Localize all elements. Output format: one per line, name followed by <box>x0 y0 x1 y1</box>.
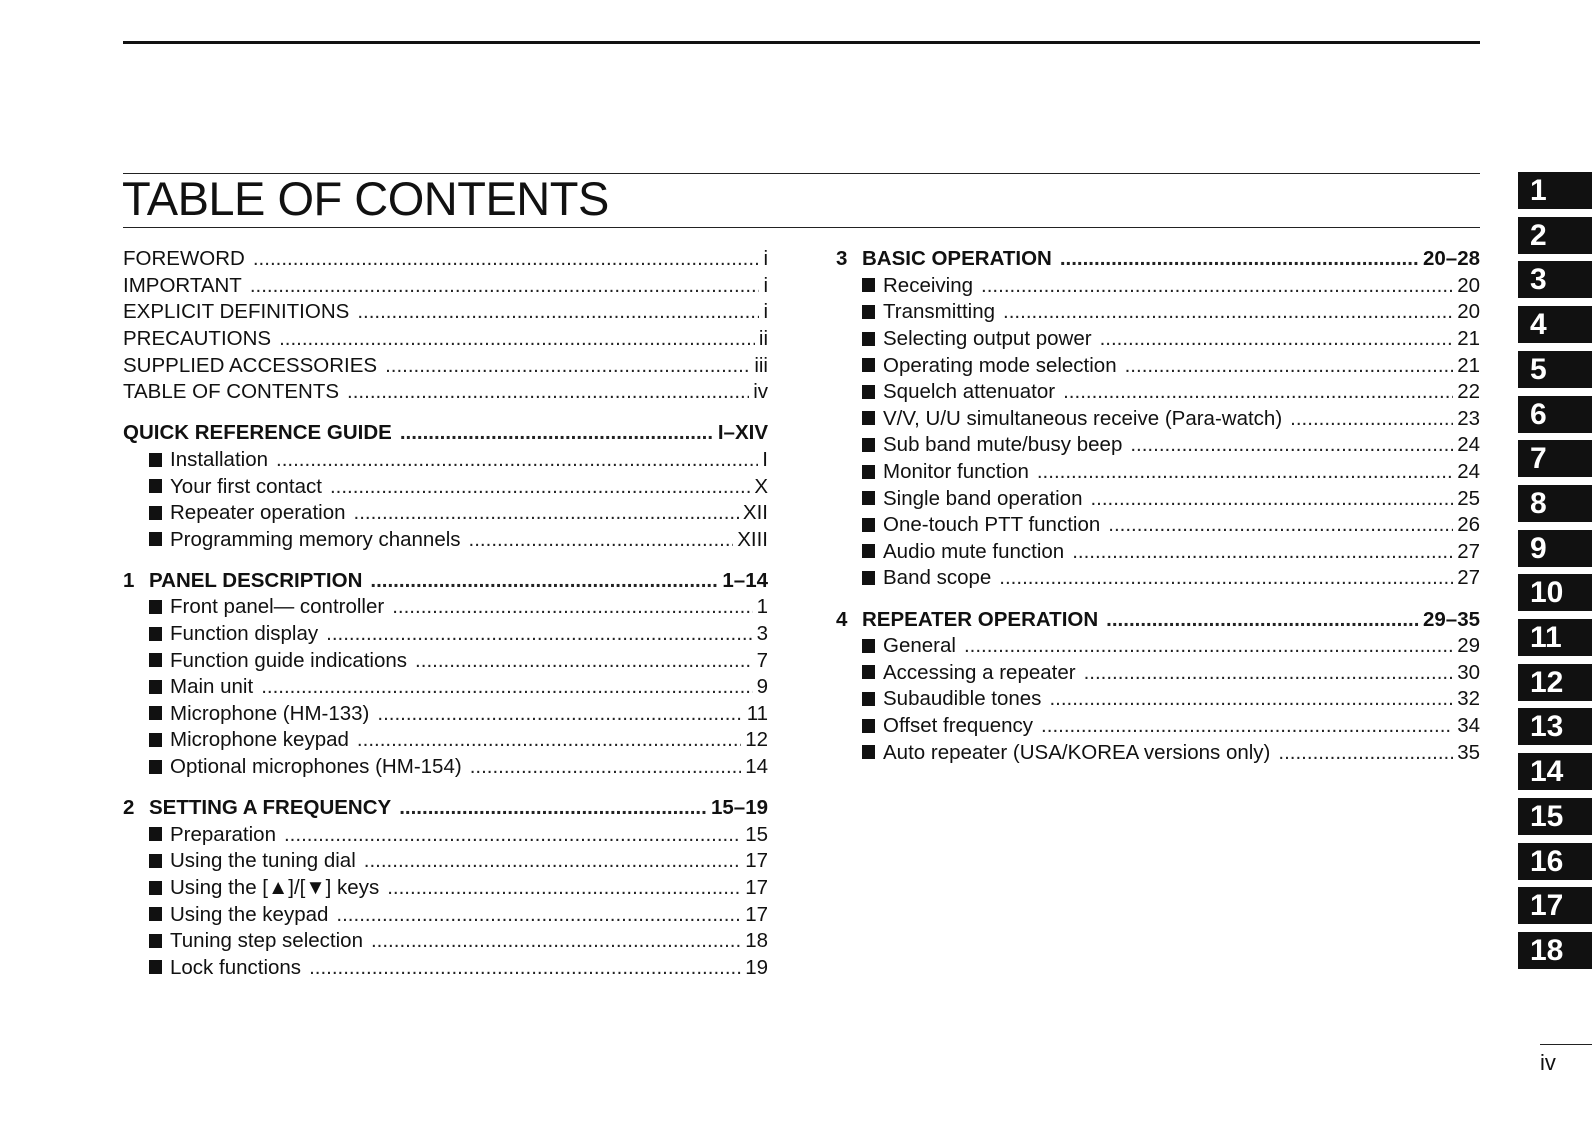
square-bullet-icon <box>862 692 875 706</box>
toc-page-ref: 24 <box>1457 433 1480 457</box>
square-bullet-icon <box>862 491 875 505</box>
toc-entry-label: Receiving <box>883 273 974 297</box>
dot-leader <box>364 849 741 873</box>
toc-item[interactable] <box>123 674 768 701</box>
dot-leader <box>309 956 741 980</box>
dot-leader <box>1106 608 1419 632</box>
dot-leader <box>470 755 742 779</box>
dot-leader <box>326 622 752 646</box>
toc-page-ref: 17 <box>745 875 768 899</box>
toc-page-ref: 17 <box>745 902 768 926</box>
toc-page-ref: 20 <box>1457 273 1480 297</box>
toc-entry-label: Band scope <box>883 566 992 590</box>
chapter-tab[interactable]: 6 <box>1518 396 1592 433</box>
toc-page-ref: iii <box>754 353 768 377</box>
dot-leader <box>261 675 752 699</box>
toc-entry-label: Preparation <box>170 822 276 846</box>
toc-page-ref: 3 <box>756 622 768 646</box>
square-bullet-icon <box>149 706 162 720</box>
toc-entry-label: Your ﬁrst contact <box>170 474 322 498</box>
dot-leader <box>1049 687 1453 711</box>
toc-entry-label: Microphone (HM-133) <box>170 701 370 725</box>
toc-entry-label: PANEL DESCRIPTION <box>149 568 363 592</box>
chapter-tab[interactable]: 3 <box>1518 261 1592 298</box>
square-bullet-icon <box>862 544 875 558</box>
toc-heading[interactable] <box>123 299 768 326</box>
toc-page-ref: i <box>763 247 768 271</box>
dot-leader <box>1108 513 1453 537</box>
square-bullet-icon <box>862 385 875 399</box>
toc-item[interactable] <box>123 822 768 849</box>
toc-item[interactable] <box>123 754 768 781</box>
toc-entry-label: Selecting output power <box>883 327 1092 351</box>
toc-heading[interactable] <box>123 568 768 595</box>
toc-heading[interactable] <box>123 420 768 447</box>
chapter-tab[interactable]: 1 <box>1518 172 1592 209</box>
toc-item[interactable] <box>123 647 768 674</box>
toc-page-ref: 18 <box>745 929 768 953</box>
toc-entry-label: V/V, U/U simultaneous receive (Para-watch) <box>883 406 1283 430</box>
toc-entry-label: Subaudible tones <box>883 687 1042 711</box>
square-bullet-icon <box>862 305 875 319</box>
toc-heading[interactable] <box>123 379 768 406</box>
toc-entry-label: SUPPLIED ACCESSORIES <box>123 353 378 377</box>
chapter-number: 1 <box>123 568 135 592</box>
toc-item[interactable] <box>123 901 768 928</box>
dot-leader <box>371 929 741 953</box>
square-bullet-icon <box>149 532 162 546</box>
dot-leader <box>399 796 707 820</box>
square-bullet-icon <box>149 453 162 467</box>
toc-entry-label: One-touch PTT function <box>883 513 1101 537</box>
toc-item[interactable] <box>836 485 1480 512</box>
toc-entry-label: Front panel— controller <box>170 595 385 619</box>
dot-leader <box>1003 300 1453 324</box>
dot-leader <box>284 823 741 847</box>
chapter-tab[interactable]: 17 <box>1518 887 1592 924</box>
chapter-number: 2 <box>123 796 135 820</box>
dot-leader <box>377 702 742 726</box>
toc-heading[interactable] <box>836 606 1480 633</box>
toc-item[interactable] <box>123 594 768 621</box>
toc-entry-label: Offset frequency <box>883 713 1034 737</box>
toc-page-ref: 34 <box>1457 713 1480 737</box>
square-bullet-icon <box>862 571 875 585</box>
toc-item[interactable] <box>836 739 1480 766</box>
toc-item[interactable] <box>836 352 1480 379</box>
toc-page-ref: 12 <box>745 728 768 752</box>
dot-leader <box>1037 460 1453 484</box>
toc-entry-label: PRECAUTIONS <box>123 327 272 351</box>
toc-page-ref: I–XIV <box>717 421 768 445</box>
toc-entry-label: EXPLICIT DEFINITIONS <box>123 300 350 324</box>
toc-entry-label: Using the [▲]/[▼] keys <box>170 875 380 899</box>
toc-item[interactable] <box>123 473 768 500</box>
dot-leader <box>1084 661 1454 685</box>
toc-page-ref: 21 <box>1457 353 1480 377</box>
dot-leader <box>253 247 760 271</box>
dot-leader <box>1090 487 1453 511</box>
dot-leader <box>330 475 750 499</box>
toc-page-ref: 30 <box>1457 660 1480 684</box>
square-bullet-icon <box>149 479 162 493</box>
toc-heading[interactable] <box>123 246 768 273</box>
square-bullet-icon <box>862 665 875 679</box>
chapter-tab[interactable]: 18 <box>1518 932 1592 969</box>
toc-entry-label: Transmitting <box>883 300 996 324</box>
chapter-tab[interactable]: 14 <box>1518 753 1592 790</box>
toc-entry-label: IMPORTANT <box>123 273 242 297</box>
toc-item[interactable] <box>836 633 1480 660</box>
toc-entry-label: REPEATER OPERATION <box>862 607 1099 631</box>
square-bullet-icon <box>149 733 162 747</box>
page-number: iv <box>1540 1050 1556 1075</box>
toc-entry-label: Squelch attenuator <box>883 380 1056 404</box>
toc-entry-label: Function guide indications <box>170 648 408 672</box>
dot-leader <box>347 380 749 404</box>
toc-page-ref: 27 <box>1457 566 1480 590</box>
toc-item[interactable] <box>836 273 1480 300</box>
toc-item[interactable] <box>123 928 768 955</box>
toc-page-ref: 23 <box>1457 406 1480 430</box>
chapter-tab[interactable]: 9 <box>1518 530 1592 567</box>
chapter-tab[interactable]: 13 <box>1518 708 1592 745</box>
toc-page-ref: i <box>763 273 768 297</box>
toc-entry-label: FOREWORD <box>123 247 245 271</box>
toc-entry-label: Main unit <box>170 675 254 699</box>
toc-entry-label: Using the tuning dial <box>170 849 356 873</box>
square-bullet-icon <box>862 745 875 759</box>
dot-leader <box>1063 380 1453 404</box>
square-bullet-icon <box>149 600 162 614</box>
chapter-tab[interactable]: 2 <box>1518 217 1592 254</box>
square-bullet-icon <box>149 506 162 520</box>
toc-entry-label: Operating mode selection <box>883 353 1117 377</box>
toc-item[interactable] <box>123 701 768 728</box>
chapter-tab[interactable]: 11 <box>1518 619 1592 656</box>
toc-page-ref: 21 <box>1457 327 1480 351</box>
toc-page-ref: 1–14 <box>722 568 768 592</box>
dot-leader <box>276 448 758 472</box>
toc-heading[interactable] <box>123 352 768 379</box>
toc-page-ref: 27 <box>1457 539 1480 563</box>
toc-item[interactable] <box>836 660 1480 687</box>
dot-leader <box>357 728 741 752</box>
square-bullet-icon <box>862 358 875 372</box>
toc-page-ref: 11 <box>746 701 768 725</box>
square-bullet-icon <box>149 760 162 774</box>
toc-entry-label: Monitor function <box>883 460 1029 484</box>
toc-page-ref: 29–35 <box>1422 607 1480 631</box>
chapter-number: 4 <box>836 607 848 631</box>
square-bullet-icon <box>862 278 875 292</box>
toc-page-ref: 20 <box>1457 300 1480 324</box>
square-bullet-icon <box>149 680 162 694</box>
toc-page-ref: 14 <box>745 755 768 779</box>
title-rule-bottom <box>123 227 1480 228</box>
toc-page-ref: 29 <box>1457 634 1480 658</box>
toc-item[interactable] <box>836 406 1480 433</box>
toc-page-ref: i <box>763 300 768 324</box>
dot-leader <box>999 566 1453 590</box>
chapter-tab[interactable]: 5 <box>1518 351 1592 388</box>
toc-heading[interactable] <box>123 326 768 353</box>
square-bullet-icon <box>862 639 875 653</box>
dot-leader <box>1072 540 1453 564</box>
dot-leader <box>387 876 741 900</box>
square-bullet-icon <box>862 518 875 532</box>
chapter-tab[interactable]: 7 <box>1518 440 1592 477</box>
dot-leader <box>1130 433 1453 457</box>
square-bullet-icon <box>149 854 162 868</box>
dot-leader <box>370 569 718 593</box>
toc-entry-label: Auto repeater (USA/KOREA versions only) <box>883 740 1271 764</box>
chapter-tab[interactable]: 8 <box>1518 485 1592 522</box>
toc-entry-label: Using the keypad <box>170 902 329 926</box>
toc-item[interactable] <box>836 686 1480 713</box>
dot-leader <box>964 634 1453 658</box>
toc-page-ref: 25 <box>1457 486 1480 510</box>
square-bullet-icon <box>149 881 162 895</box>
chapter-tab[interactable]: 16 <box>1518 843 1592 880</box>
toc-item[interactable] <box>836 379 1480 406</box>
toc-entry-label: BASIC OPERATION <box>862 247 1052 271</box>
toc-item[interactable] <box>836 299 1480 326</box>
toc-item[interactable] <box>123 727 768 754</box>
toc-page-ref: 17 <box>745 849 768 873</box>
square-bullet-icon <box>149 827 162 841</box>
toc-page-ref: 15–19 <box>710 796 768 820</box>
square-bullet-icon <box>862 719 875 733</box>
square-bullet-icon <box>149 653 162 667</box>
toc-heading[interactable] <box>836 246 1480 273</box>
chapter-tab[interactable]: 4 <box>1518 306 1592 343</box>
toc-item[interactable] <box>836 565 1480 592</box>
square-bullet-icon <box>149 934 162 948</box>
dot-leader <box>1060 247 1419 271</box>
toc-page-ref: 9 <box>756 675 768 699</box>
toc-item[interactable] <box>123 621 768 648</box>
square-bullet-icon <box>862 438 875 452</box>
toc-page-ref: XII <box>742 501 768 525</box>
dot-leader <box>392 595 752 619</box>
toc-page-ref: 20–28 <box>1422 247 1480 271</box>
toc-item[interactable] <box>836 326 1480 353</box>
toc-page-ref: ii <box>758 327 768 351</box>
toc-page-ref: 24 <box>1457 460 1480 484</box>
dot-leader <box>400 421 714 445</box>
square-bullet-icon <box>862 411 875 425</box>
toc-page-ref: 22 <box>1457 380 1480 404</box>
toc-item[interactable] <box>123 875 768 902</box>
toc-entry-label: Sub band mute/busy beep <box>883 433 1123 457</box>
toc-item[interactable] <box>836 432 1480 459</box>
square-bullet-icon <box>862 465 875 479</box>
toc-item[interactable] <box>836 539 1480 566</box>
square-bullet-icon <box>149 627 162 641</box>
toc-item[interactable] <box>123 500 768 527</box>
toc-entry-label: Single band operation <box>883 486 1083 510</box>
toc-item[interactable] <box>123 527 768 554</box>
toc-page-ref: 1 <box>756 595 768 619</box>
dot-leader <box>250 274 760 298</box>
toc-page-ref: iv <box>753 380 768 404</box>
toc-page-ref: 32 <box>1457 687 1480 711</box>
toc-item[interactable] <box>123 848 768 875</box>
toc-entry-label: QUICK REFERENCE GUIDE <box>123 421 392 445</box>
square-bullet-icon <box>149 907 162 921</box>
dot-leader <box>981 274 1453 298</box>
dot-leader <box>1290 407 1453 431</box>
toc-page-ref: 15 <box>745 822 768 846</box>
toc-entry-label: Optional microphones (HM-154) <box>170 755 462 779</box>
toc-page-ref: XIII <box>737 527 768 551</box>
dot-leader <box>469 528 734 552</box>
dot-leader <box>357 300 759 324</box>
chapter-tab[interactable]: 10 <box>1518 574 1592 611</box>
toc-page-ref: 35 <box>1457 740 1480 764</box>
toc-entry-label: Function display <box>170 622 319 646</box>
toc-entry-label: Repeater operation <box>170 501 346 525</box>
dot-leader <box>279 327 755 351</box>
page-title: TABLE OF CONTENTS <box>122 172 609 225</box>
toc-heading[interactable] <box>123 273 768 300</box>
chapter-number: 3 <box>836 247 848 271</box>
dot-leader <box>1278 741 1453 765</box>
toc-entry-label: Accessing a repeater <box>883 660 1076 684</box>
toc-entry-label: Lock functions <box>170 955 302 979</box>
toc-page-ref: 19 <box>745 955 768 979</box>
dot-leader <box>354 501 739 525</box>
toc-entry-label: Programming memory channels <box>170 527 461 551</box>
footer-rule <box>1540 1044 1592 1045</box>
toc-entry-label: TABLE OF CONTENTS <box>123 380 340 404</box>
toc-page-ref: I <box>762 447 768 471</box>
toc-item[interactable] <box>836 713 1480 740</box>
toc-item[interactable] <box>123 447 768 474</box>
toc-page-ref: 26 <box>1457 513 1480 537</box>
square-bullet-icon <box>862 332 875 346</box>
chapter-tab[interactable]: 15 <box>1518 798 1592 835</box>
toc-entry-label: Microphone keypad <box>170 728 349 752</box>
dot-leader <box>1125 354 1454 378</box>
dot-leader <box>415 649 753 673</box>
toc-entry-label: SETTING A FREQUENCY <box>149 796 392 820</box>
toc-entry-label: Audio mute function <box>883 539 1065 563</box>
header-rule <box>123 41 1480 44</box>
toc-entry-label: General <box>883 634 956 658</box>
toc-entry-label: Installation <box>170 447 269 471</box>
toc-item[interactable] <box>123 955 768 982</box>
toc-item[interactable] <box>836 512 1480 539</box>
toc-heading[interactable] <box>123 795 768 822</box>
chapter-tab[interactable]: 12 <box>1518 664 1592 701</box>
square-bullet-icon <box>149 960 162 974</box>
toc-item[interactable] <box>836 459 1480 486</box>
toc-page-ref: X <box>754 474 768 498</box>
dot-leader <box>385 354 750 378</box>
dot-leader <box>1041 714 1453 738</box>
toc-entry-label: Tuning step selection <box>170 929 363 953</box>
dot-leader <box>1100 327 1454 351</box>
toc-page-ref: 7 <box>756 648 768 672</box>
dot-leader <box>336 903 741 927</box>
